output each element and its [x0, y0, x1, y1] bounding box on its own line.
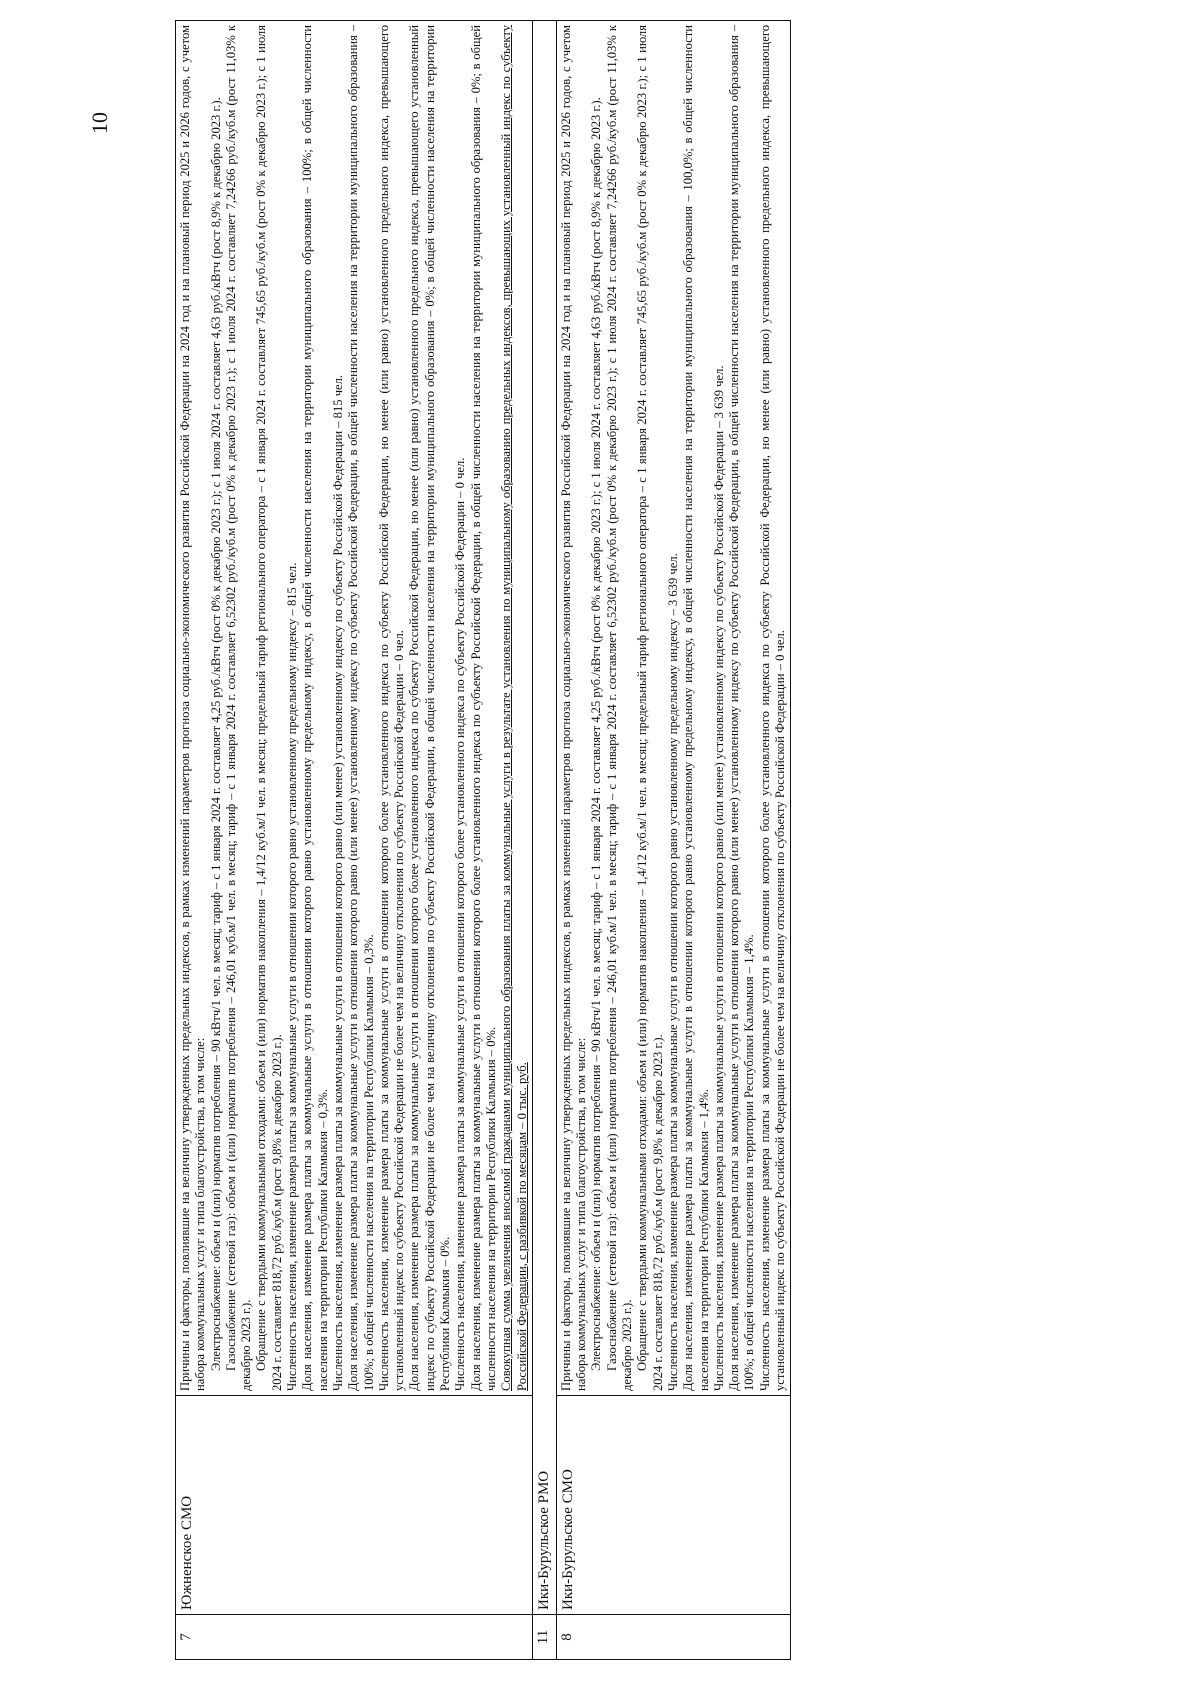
page-number: 10: [87, 112, 112, 134]
paragraph: Совокупная сумма увеличения вносимой гражданами муниципального образования платы за коммунальные услуги в результате установления по муниципальному образованию предельных индексов, превышающих установленный индекс по субъекту Российской Федерации, с разбивкой по месяцам – 0 тыс. руб.: [499, 25, 529, 1391]
paragraph: Численность населения, изменение размера платы за коммунальные услуги в отношении которого равно (или менее) установленному индексу по субъекту Российской Федерации – 3 639 чел.: [711, 365, 726, 1391]
paragraph: Доля населения, изменение размера платы за коммунальные услуги в отношении которого равно (или менее) установленному индексу по субъекту Российской Федерации, в общей численности населения на территории муниципального образования – 100%; в общей численности населения на территории Республики Калмыкия – 0,3%.: [346, 25, 376, 1391]
table-row: [556, 21, 790, 1660]
paragraph: Газоснабжение (сетевой газ): объем и (или) норматив потребления – 246,01 куб.м/1 чел. в месяц; тариф – с 1 января 2024 г. составляет 6,52302 руб./куб.м (рост 0% к декабрю 2023 г.); с 1 июля 2024 г. составляет 7,24266 руб./куб.м (рост 11,03% к декабрю 2023 г.).: [604, 25, 635, 1391]
table-row: [176, 21, 533, 1660]
paragraph: Численность населения, изменение размера платы за коммунальные услуги в отношении которого более установленного индекса по субъекту Российской Федерации, но менее (или равно) установленного предельного индекса, превышающего установленный индекс по субъекту Российской Федерации не более чем на величину отклонения по субъекту Российской Федерации – 0 чел.: [757, 25, 787, 1391]
paragraph: Доля населения, изменение размера платы за коммунальные услуги в отношении которого более установленного индекса по субъекту Российской Федерации, но менее (или равно) установленного предельного индекса, превышающего установленный индекс по субъекту Российской Федерации не более чем на величину отклонения по субъекту Российской Федерации, в общей численности населения на территории муниципального образования – 0%; в общей численности населения на территории Республики Калмыкия – 0%.: [407, 25, 453, 1391]
paragraph: Обращение с твердыми коммунальными отходами: объем и (или) норматив накопления – 1,4/12 куб.м/1 чел. в месяц; предельный тариф регионального оператора – с 1 января 2024 г. составляет 745,65 руб./куб.м (рост 0% к декабрю 2023 г.); с 1 июля 2024 г. составляет 818,72 руб./куб.м (рост 9,8% к декабрю 2023 г.).: [635, 25, 665, 1391]
row-description: [556, 21, 790, 1396]
paragraph: Численность населения, изменение размера платы за коммунальные услуги в отношении которого более установленного индекса по субъекту Российской Федерации – 0 чел.: [453, 457, 468, 1391]
paragraph: Обращение с твердыми коммунальными отходами: объем и (или) норматив накопления – 1,4/12 куб.м/1 чел. в месяц; предельный тариф регионального оператора – с 1 января 2024 г. составляет 745,65 руб./куб.м (рост 0% к декабрю 2023 г.); с 1 июля 2024 г. составляет 818,72 руб./куб.м (рост 9,8% к декабрю 2023 г.).: [254, 25, 284, 1391]
paragraph: Электроснабжение: объем и (или) норматив потребления – 90 кВтч/1 чел. в месяц; тариф – с 1 января 2024 г. составляет 4,25 руб./кВтч (рост 0% к декабрю 2023 г.); с 1 июля 2024 г. составляет 4,63 руб./кВтч (рост 8,9% к декабрю 2023 г.).: [589, 97, 604, 1371]
municipality-name: Ики-Бурульское СМО: [556, 1396, 790, 1615]
row-number: 8: [556, 1615, 790, 1660]
paragraph: Численность населения, изменение размера платы за коммунальные услуги в отношении которого равно установленному предельному индексу – 815 чел.: [285, 562, 300, 1391]
paragraph: Доля населения, изменение размера платы за коммунальные услуги в отношении которого равно установленному предельному индексу, в общей численности населения на территории муниципального образования – 100,0%; в общей численности населения на территории Республики Калмыкия – 1,4%.: [681, 25, 711, 1391]
indices-table: [175, 20, 791, 1660]
paragraph: Численность населения, изменение размера платы за коммунальные услуги в отношении которого более установленного индекса по субъекту Российской Федерации, но менее (или равно) установленного предельного индекса, превышающего установленный индекс по субъекту Российской Федерации не более чем на величину отклонения по субъекту Российской Федерации – 0 чел.: [376, 25, 407, 1391]
paragraph: Доля населения, изменение размера платы за коммунальные услуги в отношении которого равно установленному предельному индексу, в общей численности населения на территории муниципального образования – 100%; в общей численности населения на территории Республики Калмыкия – 0,3%.: [300, 25, 330, 1391]
paragraph: Причины и факторы, повлиявшие на величину утвержденных предельных индексов, в рамках изменений параметров прогноза социально-экономического развития Российской Федерации на 2024 год и на плановый период 2025 и 2026 годов, с учетом набора коммунальных услуг и типа благоустройства, в том числе:: [558, 25, 589, 1391]
rotated-table-container: [175, 20, 1185, 1660]
paragraph: Причины и факторы, повлиявшие на величину утвержденных предельных индексов, в рамках изменений параметров прогноза социально-экономического развития Российской Федерации на 2024 год и на плановый период 2025 и 2026 годов, с учетом набора коммунальных услуг и типа благоустройства, в том числе:: [178, 25, 208, 1391]
section-name: Ики-Бурульское РМО: [532, 21, 556, 1615]
section-header-row: [532, 21, 556, 1660]
municipality-name: Южненское СМО: [176, 1396, 533, 1615]
paragraph: Численность населения, изменение размера платы за коммунальные услуги в отношении которого равно (или менее) установленному индексу по субъекту Российской Федерации – 815 чел.: [330, 374, 345, 1391]
paragraph: Доля населения, изменение размера платы за коммунальные услуги в отношении которого более установленного индекса по субъекту Российской Федерации, в общей численности населения на территории муниципального образования – 0%; в общей численности населения на территории Республики Калмыкия – 0%.: [468, 25, 498, 1391]
row-description: [176, 21, 533, 1396]
row-number: 7: [176, 1615, 533, 1660]
paragraph: Численность населения, изменение размера платы за коммунальные услуги в отношении которого равно установленному предельному индексу – 3 639 чел.: [665, 553, 680, 1391]
section-number: 11: [532, 1615, 556, 1660]
paragraph: Газоснабжение (сетевой газ): объем и (или) норматив потребления – 246,01 куб.м/1 чел. в месяц; тариф – с 1 января 2024 г. составляет 6,52302 руб./куб.м (рост 0% к декабрю 2023 г.); с 1 июля 2024 г. составляет 7,24266 руб./куб.м (рост 11,03% к декабрю 2023 г.).: [223, 25, 254, 1391]
paragraph: Электроснабжение: объем и (или) норматив потребления – 90 кВтч/1 чел. в месяц; тариф – с 1 января 2024 г. составляет 4,25 руб./кВтч (рост 0% к декабрю 2023 г.); с 1 июля 2024 г. составляет 4,63 руб./кВтч (рост 8,9% к декабрю 2023 г.).: [208, 97, 223, 1371]
paragraph: Доля населения, изменение размера платы за коммунальные услуги в отношении которого равно (или менее) установленному индексу по субъекту Российской Федерации, в общей численности населения на территории муниципального образования – 100%; в общей численности населения на территории Республики Калмыкия – 1,4%.: [727, 25, 757, 1391]
